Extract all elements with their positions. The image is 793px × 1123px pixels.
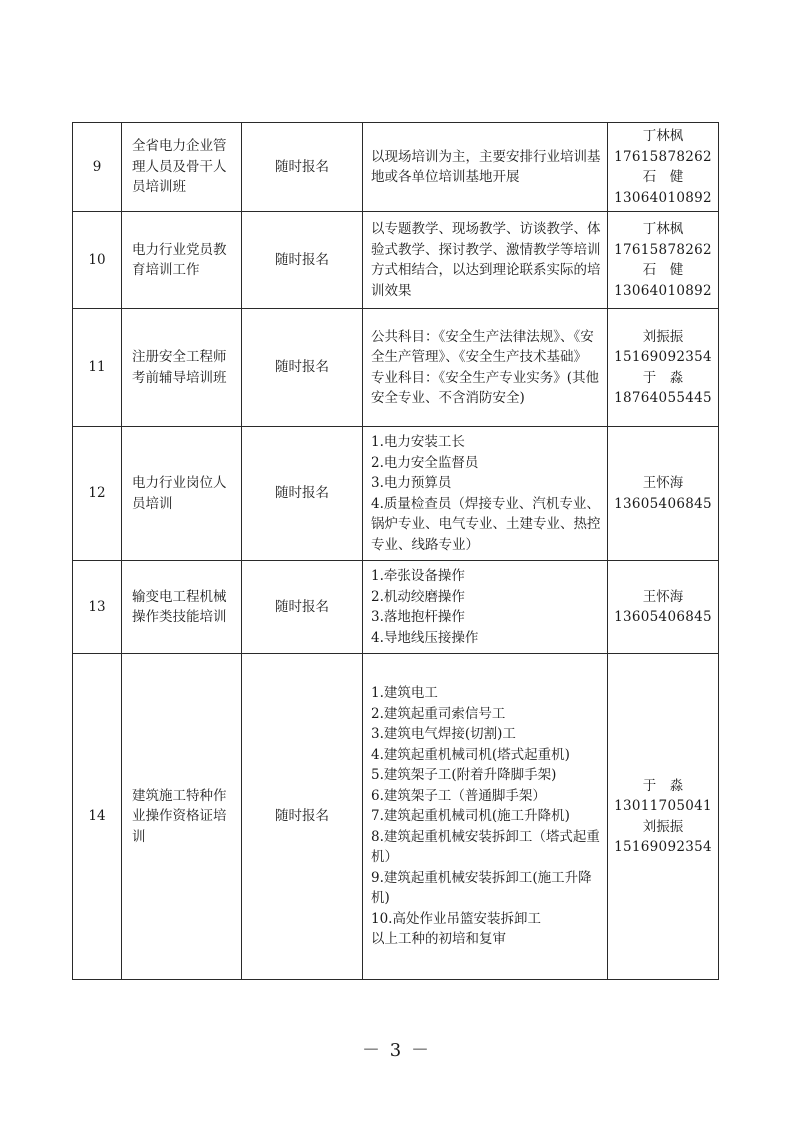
contact-phone: 15169092354: [614, 349, 712, 365]
content-line: 3.建筑电气焊接(切割)工: [371, 726, 516, 743]
content-line: 以专题教学、现场教学、访谈教学、体验式教学、探讨教学、激情教学等培训方式相结合，以达到理论联系实际的培训效果: [371, 221, 601, 299]
contact-phone: 13605406845: [614, 495, 712, 512]
content-line: 1.建筑电工: [371, 685, 438, 702]
content-line: 5.建筑架子工(附着升降脚手架): [371, 767, 557, 784]
row-index: 10: [73, 212, 122, 309]
content-line: 7.建筑起重机械司机(施工升降机): [371, 808, 570, 825]
contact-name: 石 健: [642, 262, 684, 278]
training-name: 全省电力企业管理人员及骨干人员培训班: [122, 123, 242, 212]
contact-phone: 15169092354: [614, 839, 712, 855]
contact-phone: 13064010892: [614, 282, 712, 299]
contact-phone: 18764055445: [614, 390, 712, 406]
table-row: [73, 212, 719, 309]
row-index: 13: [73, 561, 122, 654]
table-row: [73, 427, 719, 561]
training-content: [363, 309, 608, 427]
contact-cell: [608, 427, 719, 561]
contact-name: 刘振振: [642, 818, 684, 835]
registration-time: 随时报名: [242, 561, 363, 654]
contact-phone: 13011705041: [614, 798, 712, 814]
training-name: 注册安全工程师考前辅导培训班: [122, 309, 242, 427]
training-content: [363, 427, 608, 561]
table-row: [73, 309, 719, 427]
contact-cell: [608, 123, 719, 212]
content-line: 4.导地线压接操作: [371, 629, 479, 646]
content-line: 专业科目：《安全生产专业实务》(其他安全专业、不含消防安全): [371, 369, 600, 406]
training-name: 建筑施工特种作业操作资格证培训: [122, 654, 242, 980]
training-content: [363, 654, 608, 980]
content-line: 3.落地抱杆操作: [371, 609, 465, 625]
contact-phone: 17615878262: [614, 241, 712, 258]
registration-time: 随时报名: [242, 654, 363, 980]
content-line: 9.建筑起重机械安装拆卸工(施工升降机): [371, 869, 592, 907]
content-line: 2.机动绞磨操作: [371, 588, 465, 605]
contact-name: 丁林枫: [642, 221, 684, 237]
contact-name: 刘振振: [642, 328, 684, 345]
table-row: [73, 654, 719, 980]
training-table: [72, 122, 719, 980]
contact-cell: [608, 561, 719, 654]
registration-time: 随时报名: [242, 427, 363, 561]
training-name: 电力行业岗位人员培训: [122, 427, 242, 561]
content-line: 6.建筑架子工（普通脚手架）: [371, 787, 546, 804]
content-line: 4.质量检查员（焊接专业、汽机专业、锅炉专业、电气专业、土建专业、热控专业、线路专业）: [371, 495, 601, 553]
row-index: 11: [73, 309, 122, 427]
registration-time: 随时报名: [242, 123, 363, 212]
contact-cell: [608, 212, 719, 309]
content-line: 1.电力安装工长: [371, 434, 465, 450]
content-line: 8.建筑起重机械安装拆卸工（塔式起重机）: [371, 828, 600, 866]
contact-name: 王怀海: [642, 475, 684, 491]
contact-phone: 17615878262: [614, 148, 712, 165]
content-line: 以现场培训为主，主要安排行业培训基地或各单位培训基地开展: [371, 148, 601, 185]
table-row: [73, 561, 719, 654]
training-name: 电力行业党员教育培训工作: [122, 212, 242, 309]
registration-time: 随时报名: [242, 212, 363, 309]
contact-name: 石 健: [642, 169, 684, 185]
contact-name: 于 淼: [642, 777, 684, 794]
contact-cell: [608, 309, 719, 427]
contact-phone: 13064010892: [614, 189, 712, 206]
content-line: 4.建筑起重机械司机(塔式起重机): [371, 746, 570, 763]
contact-name: 丁林枫: [642, 128, 684, 144]
table-row: [73, 123, 719, 212]
content-line: 公共科目：《安全生产法律法规》、《安全生产管理》、《安全生产技术基础》: [371, 328, 594, 365]
row-index: 9: [73, 123, 122, 212]
training-name: 输变电工程机械操作类技能培训: [122, 561, 242, 654]
contact-name: 于 淼: [642, 369, 684, 386]
training-content: [363, 561, 608, 654]
row-index: 14: [73, 654, 122, 980]
registration-time: 随时报名: [242, 309, 363, 427]
page-number: － 3 －: [362, 1040, 431, 1061]
training-content: [363, 212, 608, 309]
contact-phone: 13605406845: [614, 609, 712, 625]
row-index: 12: [73, 427, 122, 561]
training-content: [363, 123, 608, 212]
content-line: 10.高处作业吊篮安装拆卸工: [371, 910, 541, 927]
contact-name: 王怀海: [642, 588, 684, 605]
content-line: 2.电力安全监督员: [371, 454, 479, 471]
contact-cell: [608, 654, 719, 980]
content-line: 3.电力预算员: [371, 475, 452, 491]
content-line: 以上工种的初培和复审: [371, 931, 506, 948]
content-line: 2.建筑起重司索信号工: [371, 705, 506, 722]
content-line: 1.牵张设备操作: [371, 568, 465, 584]
